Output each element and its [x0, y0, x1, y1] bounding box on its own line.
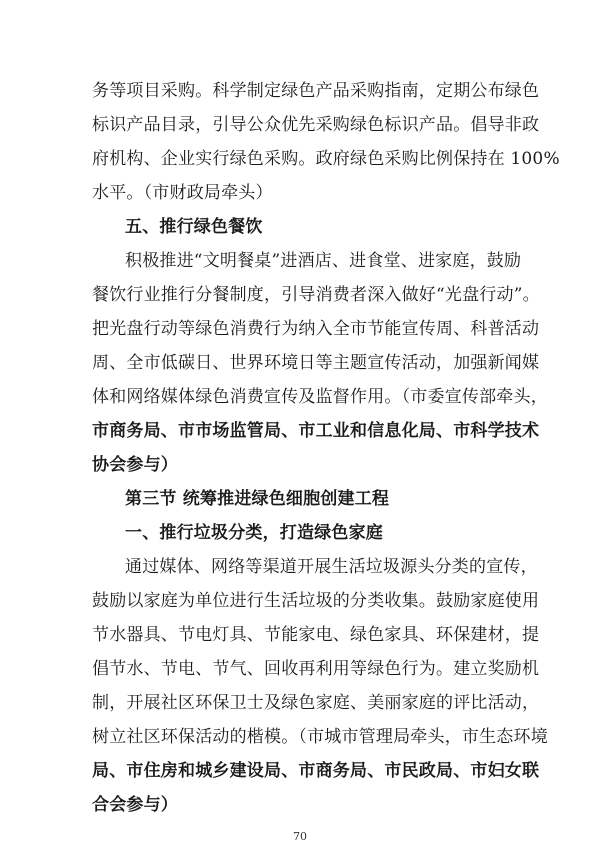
paragraph-line: 制，开展社区环保卫士及绿色家庭、美丽家庭的评比活动， — [92, 693, 540, 713]
section-heading: 一、推行垃圾分类，打造绿色家庭 — [125, 523, 383, 543]
section-heading: 五、推行绿色餐饮 — [125, 217, 263, 237]
paragraph-line: 府机构、企业实行绿色采购。政府绿色采购比例保持在 100% — [92, 149, 560, 169]
paragraph-line: 体和网络媒体绿色消费宣传及监督作用。（市委宣传部牵头， — [92, 387, 548, 407]
paragraph-line: 倡节水、节电、节气、回收再利用等绿色行为。建立奖励机 — [92, 659, 540, 679]
paragraph-line: 树立社区环保活动的楷模。（市城市管理局牵头，市生态环境 — [92, 727, 548, 747]
paragraph-line: 水平。（市财政局牵头） — [92, 183, 273, 203]
paragraph-line-bold: 协会参与） — [92, 455, 178, 475]
paragraph-line: 餐饮行业推行分餐制度，引导消费者深入做好“光盘行动”。 — [92, 285, 540, 305]
paragraph-line: 通过媒体、网络等渠道开展生活垃圾源头分类的宣传， — [125, 557, 538, 577]
paragraph-line-bold: 合会参与） — [92, 795, 178, 815]
paragraph-line-bold: 局、市住房和城乡建设局、市商务局、市民政局、市妇女联 — [92, 761, 540, 781]
paragraph-line: 把光盘行动等绿色消费行为纳入全市节能宣传周、科普活动 — [92, 319, 540, 339]
paragraph-line: 积极推进“文明餐桌”进酒店、进食堂、进家庭，鼓励 — [125, 251, 522, 271]
paragraph-line-bold: 市商务局、市市场监管局、市工业和信息化局、市科学技术 — [92, 421, 540, 441]
page-number: 70 — [293, 830, 307, 843]
chapter-section-title: 第三节 统筹推进绿色细胞创建工程 — [125, 489, 390, 509]
paragraph-line: 节水器具、节电灯具、节能家电、绿色家具、环保建材，提 — [92, 625, 540, 645]
paragraph-line: 周、全市低碳日、世界环境日等主题宣传活动，加强新闻媒 — [92, 353, 540, 373]
paragraph-line: 标识产品目录，引导公众优先采购绿色标识产品。倡导非政 — [92, 115, 540, 135]
paragraph-line: 鼓励以家庭为单位进行生活垃圾的分类收集。鼓励家庭使用 — [92, 591, 540, 611]
paragraph-line: 务等项目采购。科学制定绿色产品采购指南，定期公布绿色 — [92, 81, 540, 101]
